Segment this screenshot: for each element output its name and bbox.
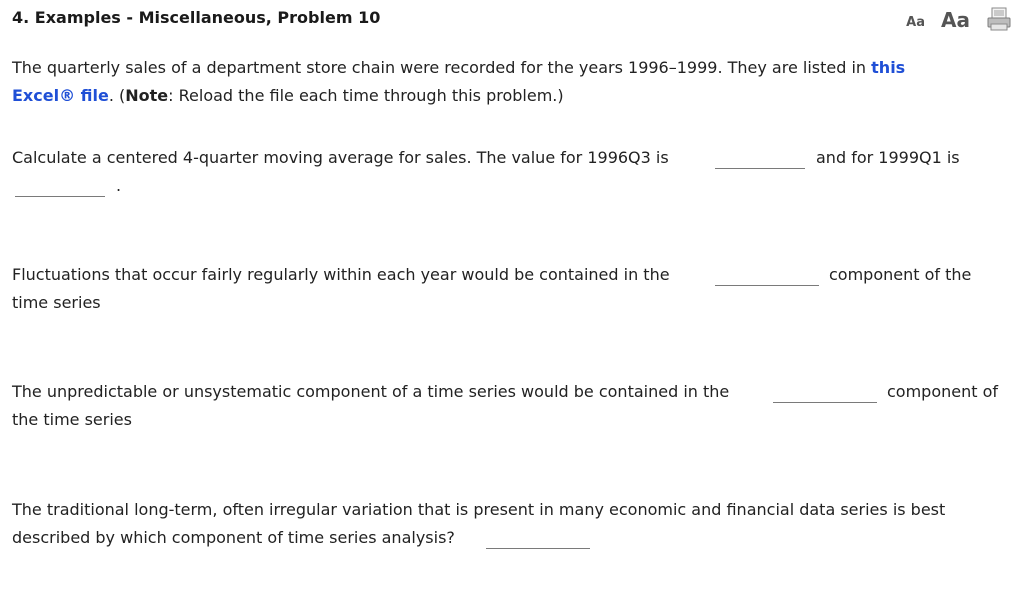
printer-icon[interactable]: [986, 6, 1012, 32]
note-text: : Reload the file each time through this problem.): [168, 86, 564, 105]
q2-text-3: time series: [12, 293, 101, 312]
q1-answer-1996q3-field[interactable]: [715, 168, 805, 169]
q1-answer-1999q1-field[interactable]: [15, 196, 105, 197]
q1-text-1: Calculate a centered 4-quarter moving average for sales. The value for 1996Q3 is: [12, 148, 669, 167]
q2-text-2: component of the: [829, 265, 972, 284]
q4-text-1: The traditional long-term, often irregular variation that is present in many economic and financial data series is best: [12, 500, 946, 519]
q2-text-1: Fluctuations that occur fairly regularly within each year would be contained in the: [12, 265, 670, 284]
problem-header: [0, 0, 1024, 36]
q1-text-2: and for 1999Q1 is: [816, 148, 960, 167]
q3-text-1: The unpredictable or unsystematic component of a time series would be contained in the: [12, 382, 730, 401]
decrease-font-button[interactable]: Aa: [906, 15, 926, 30]
excel-file-link[interactable]: Excel® file: [12, 86, 109, 105]
this-link[interactable]: this: [871, 58, 906, 77]
intro-text: The quarterly sales of a department store chain were recorded for the years 1996–1999. They are listed in: [12, 58, 872, 77]
q4-answer-field[interactable]: [486, 548, 590, 549]
q3-text-2: component of: [887, 382, 999, 401]
q3-text-3: the time series: [12, 410, 132, 429]
problem-title: 4. Examples - Miscellaneous, Problem 10: [12, 8, 381, 27]
increase-font-button[interactable]: Aa: [941, 8, 970, 32]
q4-text-2: described by which component of time series analysis?: [12, 528, 455, 547]
intro-paragraph: [12, 54, 1012, 110]
q1-end-dot: .: [116, 176, 122, 195]
note-label: Note: [125, 86, 169, 105]
header-tools: [906, 6, 1012, 32]
q3-answer-field[interactable]: [773, 402, 877, 403]
q2-answer-field[interactable]: [715, 285, 819, 286]
intro-text-2: . (: [108, 86, 126, 105]
